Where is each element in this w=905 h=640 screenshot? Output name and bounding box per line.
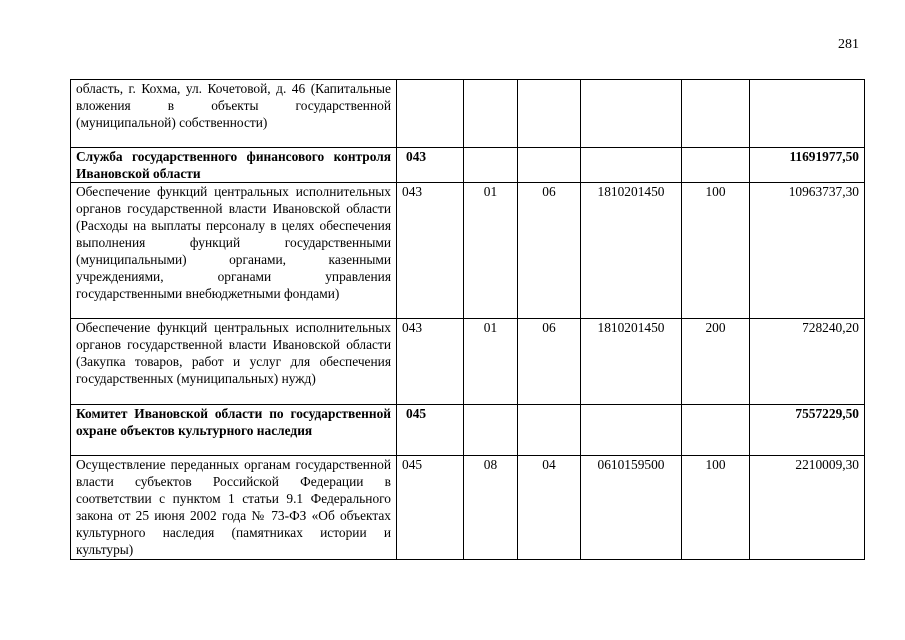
- expense-type-cell: 200: [682, 319, 750, 405]
- amount-cell: 7557229,50: [750, 405, 865, 456]
- table-row: [71, 405, 865, 456]
- target-code-cell: 1810201450: [581, 319, 682, 405]
- row-name-cell: Обеспечение функций центральных исполнительных органов государственной власти Ивановской области (Закупка товаров, работ и услуг для обеспечения государственных (муниципальных) нужд): [71, 319, 397, 405]
- section-code-cell: [464, 405, 518, 456]
- table-row: [71, 148, 865, 183]
- expense-type-cell: [682, 148, 750, 183]
- subsection-code-cell: [518, 148, 581, 183]
- ministry-code-cell: 043: [397, 183, 464, 319]
- expense-type-cell: [682, 405, 750, 456]
- subsection-code-cell: [518, 405, 581, 456]
- amount-cell: 11691977,50: [750, 148, 865, 183]
- row-name-cell: Осуществление переданных органам государственной власти субъектов Российской Федерации в соответствии с пунктом 1 статьи 9.1 Федерального закона от 25 июня 2002 года № 73-ФЗ «Об объектах культурного наследия (памятниках истории и культуры): [71, 456, 397, 560]
- table-row: [71, 319, 865, 405]
- budget-table: [70, 79, 865, 560]
- row-name-cell: Служба государственного финансового контроля Ивановской области: [71, 148, 397, 183]
- section-code-cell: 01: [464, 183, 518, 319]
- table-row: [71, 456, 865, 560]
- expense-type-cell: 100: [682, 456, 750, 560]
- amount-cell: 2210009,30: [750, 456, 865, 560]
- subsection-code-cell: 06: [518, 319, 581, 405]
- target-code-cell: 0610159500: [581, 456, 682, 560]
- ministry-code-cell: 043: [397, 148, 464, 183]
- section-code-cell: [464, 148, 518, 183]
- target-code-cell: [581, 148, 682, 183]
- ministry-code-cell: 043: [397, 319, 464, 405]
- subsection-code-cell: 06: [518, 183, 581, 319]
- target-code-cell: 1810201450: [581, 183, 682, 319]
- subsection-code-cell: [518, 80, 581, 148]
- table-row: [71, 80, 865, 148]
- section-code-cell: 08: [464, 456, 518, 560]
- ministry-code-cell: [397, 80, 464, 148]
- ministry-code-cell: 045: [397, 405, 464, 456]
- amount-cell: 728240,20: [750, 319, 865, 405]
- row-name-cell: область, г. Кохма, ул. Кочетовой, д. 46 (Капитальные вложения в объекты государственной (муниципальной) собственности): [71, 80, 397, 148]
- section-code-cell: 01: [464, 319, 518, 405]
- amount-cell: [750, 80, 865, 148]
- amount-cell: 10963737,30: [750, 183, 865, 319]
- target-code-cell: [581, 405, 682, 456]
- expense-type-cell: 100: [682, 183, 750, 319]
- subsection-code-cell: 04: [518, 456, 581, 560]
- section-code-cell: [464, 80, 518, 148]
- table-row: [71, 183, 865, 319]
- ministry-code-cell: 045: [397, 456, 464, 560]
- expense-type-cell: [682, 80, 750, 148]
- target-code-cell: [581, 80, 682, 148]
- row-name-cell: Комитет Ивановской области по государственной охране объектов культурного наследия: [71, 405, 397, 456]
- page-number: 281: [838, 37, 859, 52]
- row-name-cell: Обеспечение функций центральных исполнительных органов государственной власти Ивановской области (Расходы на выплаты персоналу в целях обеспечения выполнения функций государственными (муниципальными) органами, казенными учреждениями, органами управления государственными внебюджетными фондами): [71, 183, 397, 319]
